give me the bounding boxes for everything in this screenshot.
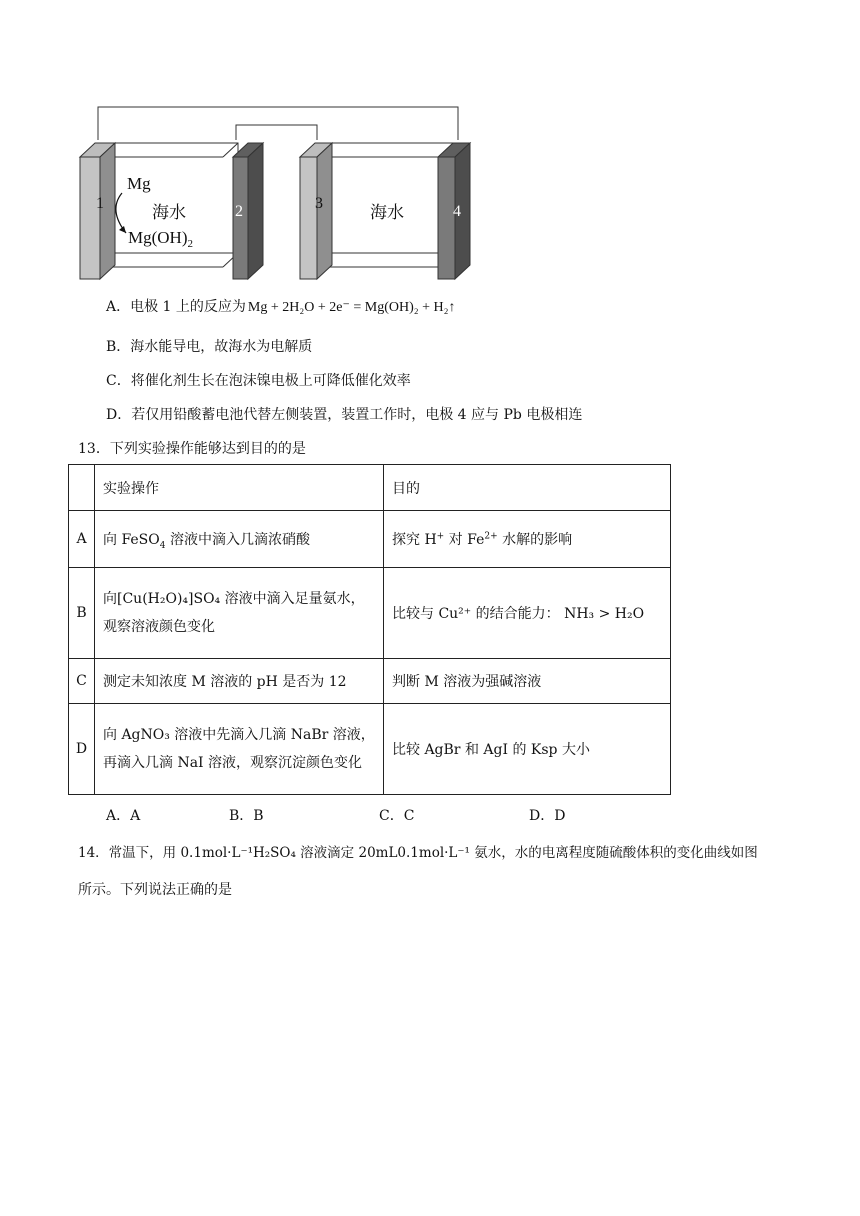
q12-option-d: D．若仅用铅酸蓄电池代替左侧装置，装置工作时，电极 4 应与 Pb 电极相连 (106, 407, 583, 423)
row-operation: 向 AgNO₃ 溶液中先滴入几滴 NaBr 溶液， 再滴入几滴 NaI 溶液，观察沉淀颜色变化 (95, 704, 384, 795)
q12-option-b: B．海水能导电，故海水为电解质 (106, 339, 313, 355)
table-header-cell: 实验操作 (95, 465, 384, 511)
inner-wire (236, 125, 317, 140)
electrochemical-cells-figure (70, 95, 490, 290)
table-row (69, 511, 671, 568)
outer-wire (98, 107, 458, 140)
q13-option-a: A．A (106, 808, 141, 824)
q12-option-c: C．将催化剂生长在泡沫镍电极上可降低催化效率 (106, 373, 411, 389)
left-seawater-label: 海水 (152, 203, 186, 222)
row-key: A (69, 511, 95, 568)
q13-table (68, 464, 671, 795)
electrode-4-label: 4 (453, 203, 461, 220)
table-row (69, 704, 671, 795)
electrode-2-label: 2 (235, 203, 243, 220)
row-operation: 向[Cu(H₂O)₄]SO₄ 溶液中滴入足量氨水， 观察溶液颜色变化 (95, 568, 384, 659)
q13-option-b: B．B (229, 808, 264, 824)
table-row (69, 659, 671, 704)
electrode-1-label: 1 (96, 195, 104, 212)
q13-stem: 13．下列实验操作能够达到目的的是 (78, 441, 306, 457)
row-goal: 判断 M 溶液为强碱溶液 (384, 659, 671, 704)
table-header-cell (69, 465, 95, 511)
q13-option-c: C．C (379, 808, 415, 824)
table-header-cell: 目的 (384, 465, 671, 511)
row-operation: 向 FeSO$_4$ 溶液中滴入几滴浓硝酸 (95, 511, 384, 568)
table-header-row (69, 465, 671, 511)
q12-option-a-formula: Mg + 2H₂O + 2e⁻ = Mg(OH)₂ + H₂↑ (247, 300, 456, 315)
row-goal: 比较 AgBr 和 AgI 的 Ksp 大小 (384, 704, 671, 795)
row-key: C (69, 659, 95, 704)
q12-option-a: A．电极 1 上的反应为 Mg + 2H₂O + 2e⁻ = Mg(OH)₂ + H₂↑ (106, 299, 456, 315)
row-key: B (69, 568, 95, 659)
reaction-arrow-icon (116, 193, 126, 233)
q13-option-d: D．D (529, 808, 566, 824)
electrode-3-label: 3 (315, 195, 323, 212)
q14-stem-line2: 所示。下列说法正确的是 (78, 882, 232, 898)
product-label: $Mg(OH)_2$ (128, 228, 193, 250)
right-seawater-label: 海水 (370, 203, 404, 222)
row-operation: 测定未知浓度 M 溶液的 pH 是否为 12 (95, 659, 384, 704)
row-goal: 比较与 Cu²⁺ 的结合能力： NH₃ > H₂O (384, 568, 671, 659)
q14-stem-line1: 14．常温下，用 0.1mol·L⁻¹H₂SO₄ 溶液滴定 20mL0.1mol·L⁻¹ 氨水，水的电离程度随硫酸体积的变化曲线如图 (78, 845, 758, 861)
table-row (69, 568, 671, 659)
reactant-label: Mg (127, 174, 151, 193)
row-goal: 探究 H+ 对 $Fe^{2+}$ 水解的影响 (384, 511, 671, 568)
row-key: D (69, 704, 95, 795)
